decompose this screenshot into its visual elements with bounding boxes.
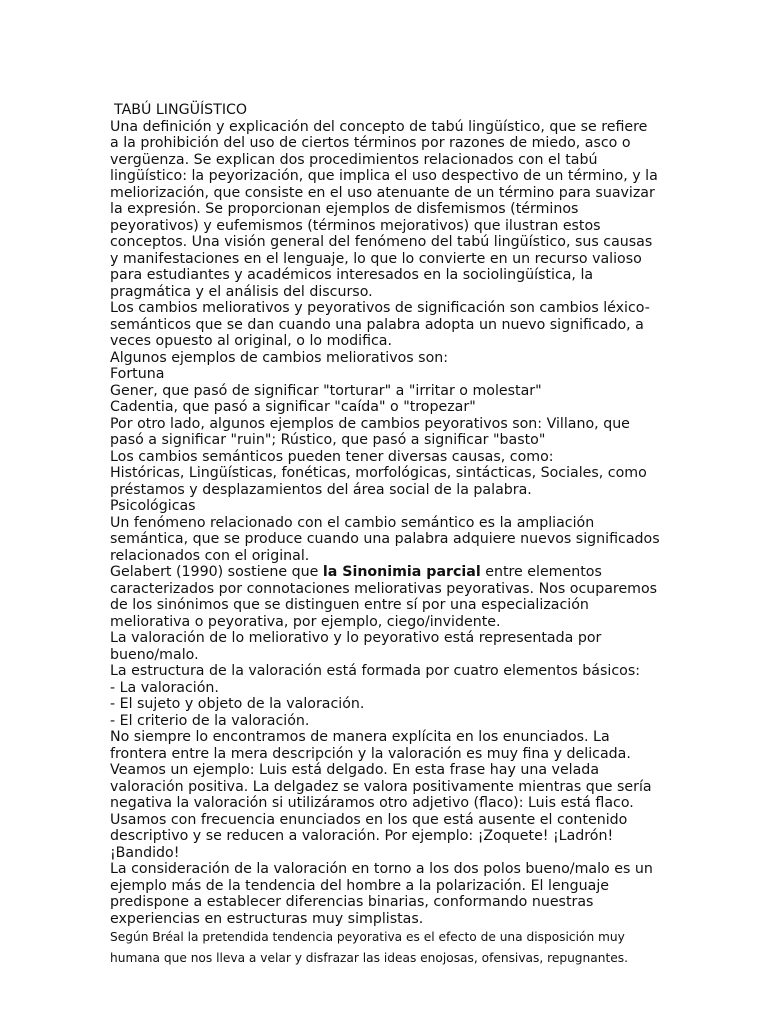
paragraph-bueno-malo: La valoración de lo meliorativo y lo peyorativo está representada por bueno/malo. [110,630,602,663]
paragraph-ampliacion: Un fenómeno relacionado con el cambio semántico es la ampliación semántica, que se produce cuando una palabra adquiere nuevos significados relacionados con el original. [110,514,660,564]
paragraph-causas-list: Históricas, Lingüísticas, fonéticas, morfológicas, sintácticas, Sociales, como préstamos y desplazamientos del área social de la palabra. [110,465,647,498]
paragraph-gener: Gener, que pasó de significar "torturar" a "irritar o molestar" [110,382,542,399]
sinonimia-parcial-bold: la Sinonimia parcial [322,564,481,580]
gelabert-text-after: entre elementos caracterizados por connotaciones meliorativas peyorativas. Nos ocuparemos de los sinónimos que se distinguen entre sí por una especialización meliorativa o peyorativa, por ejemplo, ciego/invidente. [110,564,658,630]
paragraph-meliorativos-intro: Algunos ejemplos de cambios meliorativos son: [110,349,449,366]
paragraph-psicologicas: Psicológicas [110,498,196,514]
gelabert-text-before: Gelabert (1990) sostiene que [110,564,323,580]
paragraph-gelabert [110,564,660,630]
paragraph-cadentia: Cadentia, que pasó a significar "caída" o "tropezar" [110,399,476,415]
paragraph-cambios-definition: Los cambios meliorativos y peyorativos de significación son cambios léxico-semánticos que se dan cuando una palabra adopta un nuevo significado, a veces opuesto al original, o lo modifica. [110,300,650,349]
document-title: TABÚ LINGÜÍSTICO [114,102,248,118]
paragraph-estructura: La estructura de la valoración está formada por cuatro elementos básicos: [110,663,640,679]
paragraph-peyorativos-examples: Por otro lado, algunos ejemplos de cambios peyorativos son: Villano, que pasó a significar "ruin"; Rústico, que pasó a significar "basto" [110,415,630,448]
document-body [110,102,660,969]
paragraph-polarizacion: La consideración de la valoración en torno a los dos polos bueno/malo es un ejemplo más de la tendencia del hombre a la polarización. El lenguaje predispone a establecer diferencias binarias, conformando nuestras experiencias en estructuras muy simplistas. [110,861,653,927]
paragraph-explicita: No siempre lo encontramos de manera explícita en los enunciados. La frontera entre la mera descripción y la valoración es muy fina y delicada. Veamos un ejemplo: Luis está delgado. En esta frase hay una velada valoración positiva. La delgadez se valora positivamente mientras que sería negativa la valoración si utilizáramos otro adjetivo (flaco): Luis está flaco. [110,729,652,811]
list-item-valoracion: - La valoración. [110,679,219,696]
paragraph-breal: Según Bréal la pretendida tendencia peyorativa es el efecto de una disposición muy humana que nos lleva a velar y disfrazar las ideas enojosas, ofensivas, repugnantes. [110,930,628,965]
paragraph-fortuna: Fortuna [110,366,165,382]
paragraph-enunciados: Usamos con frecuencia enunciados en los que está ausente el contenido descriptivo y se reducen a valoración. Por ejemplo: ¡Zoquete! ¡Ladrón! ¡Bandido! [110,811,628,861]
paragraph-causas-intro: Los cambios semánticos pueden tener diversas causas, como: [110,448,554,465]
list-item-sujeto-objeto: - El sujeto y objeto de la valoración. [110,696,365,712]
list-item-criterio: - El criterio de la valoración. [110,712,310,729]
paragraph-tabu-definition: Una definición y explicación del concepto de tabú lingüístico, que se refiere a la prohibición del uso de ciertos términos por razones de miedo, asco o vergüenza. Se explican dos procedimientos relacionados con el tabú lingüístico: la peyorización, que implica el uso despectivo de un término, y la meliorización, que consiste en el uso atenuante de un término para suavizar la expresión. Se proporcionan ejemplos de disfemismos (términos peyorativos) y eufemismos (términos mejorativos) que ilustran estos conceptos. Una visión general del fenómeno del tabú lingüístico, sus causas y manifestaciones en el lenguaje, lo que lo convierte en un recurso valioso para estudiantes y académicos interesados en la sociolingüística, la pragmática y el análisis del discurso. [110,118,658,300]
